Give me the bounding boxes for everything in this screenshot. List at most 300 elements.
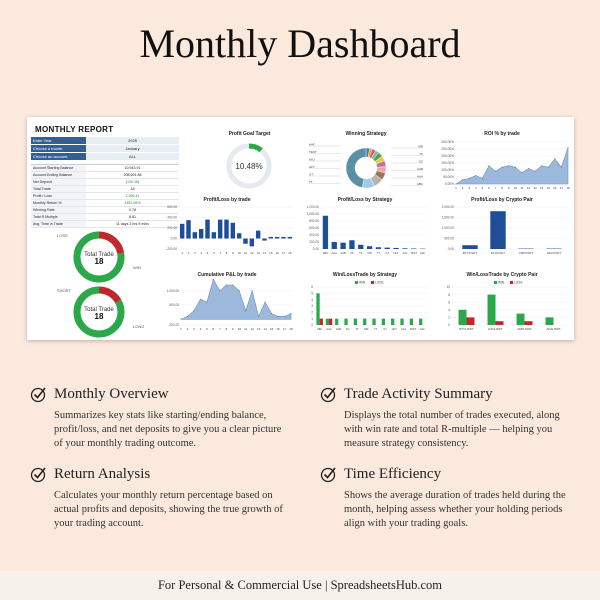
pie-slice — [346, 148, 366, 188]
stat-value: 11 days 3 hrs 9 mins — [116, 222, 149, 226]
data-point — [291, 313, 292, 314]
x-tick-label: ABC — [322, 252, 329, 255]
x-tick-label: 13 — [256, 327, 261, 331]
legend-swatch — [510, 281, 513, 284]
y-tick-label: -200.00 — [166, 247, 177, 252]
y-tick-label: 2 — [448, 315, 450, 320]
x-tick-label: 7 — [218, 327, 221, 331]
panel-title: Profit Goal Target — [228, 131, 271, 137]
data-point — [568, 147, 569, 148]
account-selector[interactable] — [31, 153, 179, 161]
x-tick-label: 7 — [494, 186, 497, 190]
x-tick-label: AAA — [331, 252, 337, 255]
x-tick-label: 5 — [206, 251, 209, 255]
bar — [262, 239, 266, 241]
footer: For Personal & Commercial Use | SpreadsheetsHub.com — [0, 571, 600, 600]
y-tick-label: 2,000.00 — [441, 205, 454, 210]
bar-loss — [467, 317, 475, 325]
feature-monthly-overview — [30, 385, 290, 451]
bar — [411, 248, 416, 249]
bar — [288, 237, 292, 239]
data-point — [488, 165, 489, 166]
bar-win — [459, 310, 467, 325]
report-title: MONTHLY REPORT — [35, 125, 114, 134]
x-tick-label: 3 — [193, 251, 196, 255]
x-tick-label: 15 — [546, 186, 550, 190]
x-tick-label: 14 — [263, 327, 267, 331]
slice-label: TF — [419, 151, 423, 156]
y-tick-label: 400.00 — [167, 215, 177, 220]
check-circle-icon — [30, 385, 48, 403]
x-tick-label: 17 — [282, 327, 287, 331]
x-tick-label: 13 — [533, 186, 537, 190]
x-tick-label: 1 — [181, 251, 184, 255]
x-tick-label: HFT — [393, 252, 399, 255]
bar — [349, 240, 354, 249]
bar — [269, 237, 273, 239]
x-tick-label: ABC — [316, 328, 323, 331]
x-tick-label: TT — [376, 252, 381, 255]
stat-label: Monthly Return % — [31, 200, 86, 206]
x-tick-label: 14 — [539, 186, 544, 190]
stat-value: 18 — [130, 187, 135, 191]
x-tick-label: 2 — [187, 251, 190, 255]
pl-trade-panel — [157, 197, 297, 261]
bar-win — [382, 319, 385, 325]
y-tick-label: 0.00 — [447, 247, 454, 252]
data-point — [515, 167, 516, 168]
x-tick-label: ETHUSDT — [488, 327, 503, 331]
data-point — [475, 175, 476, 176]
data-point — [258, 316, 259, 317]
month-label: Choose a month — [31, 145, 86, 152]
data-point — [245, 310, 246, 311]
wl-crypto-panel — [432, 272, 572, 338]
x-tick-label: TEST — [409, 328, 417, 331]
stat-label: Account Ending Balance — [31, 172, 86, 178]
account-label: Choose an account — [31, 153, 86, 160]
x-tick-label: 11 — [243, 251, 248, 255]
data-point — [200, 299, 201, 300]
bar-loss — [496, 321, 504, 325]
x-tick-label: 2 — [186, 327, 189, 331]
x-tick-label: 16 — [553, 186, 557, 190]
y-tick-label: 4 — [311, 297, 313, 302]
bar-win — [354, 319, 357, 325]
area-series — [456, 148, 568, 184]
data-point — [548, 167, 549, 168]
x-tick-label: 17 — [559, 186, 564, 190]
data-point — [219, 290, 220, 291]
bar — [376, 247, 381, 249]
y-tick-label: 600.00 — [167, 205, 177, 210]
check-circle-icon — [320, 465, 338, 483]
bar — [358, 245, 363, 249]
stat-value: 1452.99% — [124, 201, 141, 205]
stat-label: Winning Rate — [31, 207, 86, 213]
y-tick-label: 1,000.00 — [166, 288, 179, 293]
panel-title: Win/LossTrade by Strategy — [332, 272, 398, 278]
x-tick-label: 18 — [288, 251, 292, 255]
y-tick-label: 0.00 — [312, 247, 319, 252]
data-point — [239, 290, 240, 291]
month-selector[interactable] — [31, 145, 179, 153]
cum-pl-chart — [157, 279, 297, 337]
x-tick-label: XRPUSDT — [518, 251, 534, 255]
x-tick-label: MR — [367, 252, 372, 255]
bar — [256, 231, 260, 239]
account-value[interactable]: ALL — [86, 153, 179, 160]
legend-label: LOSS — [514, 280, 523, 285]
slice-label: AAB — [416, 166, 423, 171]
x-tick-label: AAF — [419, 328, 425, 331]
wl-strategy-chart — [299, 279, 431, 337]
data-point — [462, 179, 463, 180]
month-value[interactable]: January — [86, 145, 179, 152]
y-tick-label: 10 — [446, 285, 450, 290]
panel-title: ROI % by trade — [484, 131, 520, 137]
y-tick-label: 400.00 — [309, 233, 319, 238]
bar — [462, 245, 477, 249]
y-tick-label: 2 — [311, 310, 313, 315]
stat-row — [31, 186, 179, 193]
data-point — [187, 316, 188, 317]
bar-win — [344, 319, 347, 325]
bar-win — [391, 319, 394, 325]
legend-swatch — [494, 281, 497, 284]
stat-label: Profit / Loss — [31, 193, 86, 199]
y-tick-label: 1,500.00 — [441, 215, 454, 220]
x-tick-label: 8 — [225, 327, 228, 331]
data-point — [521, 172, 522, 173]
data-point — [284, 316, 285, 317]
x-tick-label: 5 — [481, 186, 484, 190]
data-point — [502, 167, 503, 168]
stat-label: Total Trade — [31, 186, 86, 192]
bar-loss — [320, 319, 323, 325]
y-tick-label: 500.00 — [169, 303, 179, 308]
x-tick-label: 6 — [212, 251, 215, 255]
x-tick-label: AAB — [335, 328, 341, 331]
bar — [186, 220, 190, 238]
data-point — [181, 319, 182, 320]
x-tick-label: GT — [385, 252, 390, 255]
bar — [385, 248, 390, 249]
bar-win — [400, 319, 403, 325]
x-tick-label: SC — [345, 328, 350, 331]
goal-gauge — [187, 138, 312, 192]
bar — [180, 224, 184, 239]
year-selector[interactable] — [31, 137, 179, 145]
x-tick-label: AAJ — [402, 252, 408, 255]
x-tick-label: BTCUSDT — [462, 251, 478, 255]
x-tick-label: 15 — [269, 327, 274, 331]
x-tick-label: AAF — [420, 252, 426, 255]
y-tick-label: 200.00% — [441, 154, 454, 159]
y-tick-label: 800.00 — [309, 219, 319, 224]
data-point — [271, 313, 272, 314]
y-tick-label: 6 — [448, 300, 450, 305]
data-point — [469, 178, 470, 179]
x-tick-label: 5 — [206, 327, 208, 331]
winning-strategy-chart — [301, 138, 431, 196]
bar — [393, 248, 398, 249]
x-tick-label: 2 — [461, 186, 464, 190]
stat-value: 0.78 — [129, 208, 136, 212]
x-tick-label: 18 — [566, 186, 570, 190]
x-tick-label: HFT — [391, 328, 397, 331]
stat-value: 8.81 — [129, 215, 136, 219]
data-point — [206, 302, 207, 303]
y-tick-label: 0 — [311, 323, 313, 328]
feature-description: Calculates your monthly return percentage based on actual profits and deposits, showing the true growth of your trading account. — [54, 490, 283, 529]
data-point — [265, 302, 266, 303]
bar — [224, 220, 228, 239]
stat-row — [31, 179, 179, 186]
pl-crypto-chart — [432, 204, 572, 260]
donut-center-value: 18 — [94, 312, 104, 321]
slice-label: SC — [418, 159, 423, 164]
pl-trade-chart — [157, 204, 297, 260]
x-tick-label: 8 — [225, 251, 228, 255]
bar-win — [326, 319, 329, 325]
x-tick-label: MR — [364, 328, 369, 331]
x-tick-label: 18 — [289, 327, 293, 331]
x-tick-label: 16 — [276, 327, 280, 331]
x-tick-label: 16 — [275, 251, 279, 255]
y-tick-label: 150.00% — [441, 161, 454, 166]
check-circle-icon — [320, 385, 338, 403]
bar — [340, 243, 345, 249]
y-tick-label: 5 — [311, 291, 313, 296]
bar-win — [410, 319, 413, 325]
feature-title: Trade Activity Summary — [344, 385, 493, 402]
y-tick-label: 100.00% — [441, 168, 454, 173]
bar — [205, 220, 209, 239]
legend-label: LOSS — [375, 280, 384, 285]
stat-label: Net Deposit — [31, 179, 86, 185]
panel-title: Cumulative P&L by trade — [197, 272, 257, 278]
y-tick-label: 1,000.00 — [441, 226, 454, 231]
wl-strategy-panel — [299, 272, 431, 338]
bar — [490, 211, 505, 249]
roi-chart — [432, 138, 572, 196]
x-tick-label: 17 — [281, 251, 286, 255]
data-point — [508, 165, 509, 166]
x-tick-label: 3 — [193, 327, 195, 331]
bar — [193, 232, 197, 238]
legend-swatch — [371, 281, 374, 284]
y-tick-label: 0.00 — [170, 236, 177, 241]
year-value[interactable]: 2025 — [86, 137, 179, 144]
donut-center-value: 18 — [94, 257, 104, 266]
x-tick-label: 4 — [200, 251, 203, 255]
x-tick-label: 15 — [269, 251, 273, 255]
data-point — [252, 290, 253, 291]
data-point — [482, 178, 483, 179]
y-tick-label: 500.00 — [444, 236, 454, 241]
bar — [199, 229, 203, 238]
bar — [231, 223, 235, 239]
x-tick-label: 3 — [468, 186, 471, 190]
slice-label: HFT — [309, 164, 315, 169]
x-tick-label: AAA — [326, 328, 332, 331]
y-tick-label: 600.00 — [309, 226, 319, 231]
bar — [323, 216, 328, 249]
stat-label: Account Starting Balance — [31, 165, 86, 171]
data-point — [535, 171, 536, 172]
x-tick-label: 4 — [199, 327, 202, 331]
check-circle-icon — [30, 465, 48, 483]
panel-title: Profit/Loss by Strategy — [337, 197, 393, 203]
slice-label: GT — [309, 172, 314, 177]
panel-title: Profit/Loss by trade — [203, 197, 251, 203]
wl-crypto-chart — [432, 279, 572, 337]
stat-row — [31, 165, 179, 172]
data-point — [495, 171, 496, 172]
y-tick-label: 3 — [311, 304, 313, 309]
bar-loss — [329, 319, 332, 325]
data-point — [541, 165, 542, 166]
data-point — [278, 316, 279, 317]
page-title: Monthly Dashboard — [139, 21, 461, 66]
y-tick-label: -200.00 — [168, 323, 179, 328]
pl-strategy-panel — [299, 197, 431, 261]
slice-label: TEST — [309, 149, 317, 154]
y-tick-label: 200.00 — [309, 240, 319, 245]
x-tick-label: 10 — [237, 327, 241, 331]
slice-label: AAF — [309, 142, 315, 147]
y-tick-label: 300.00% — [441, 140, 454, 145]
bar — [367, 246, 372, 249]
stat-label: Total R Multiple — [31, 214, 86, 220]
bar — [212, 232, 216, 238]
slice-label: TT — [309, 179, 313, 184]
x-tick-label: 6 — [212, 327, 215, 331]
x-tick-label: XRPUSDT — [517, 327, 532, 331]
stat-value: 10,943.91 — [124, 166, 141, 170]
x-tick-label: ADAUSDT — [546, 251, 562, 255]
x-tick-label: 9 — [231, 251, 234, 255]
x-tick-label: ADAUSDT — [546, 327, 561, 331]
dashboard-screenshot — [27, 117, 574, 340]
bar-win — [517, 314, 525, 325]
y-tick-label: 1,000.00 — [306, 212, 319, 217]
bar — [218, 220, 222, 239]
x-tick-label: TT — [374, 328, 378, 331]
x-tick-label: 13 — [256, 251, 260, 255]
y-tick-label: 200.00 — [167, 226, 177, 231]
pl-strategy-chart — [299, 204, 431, 260]
pl-crypto-panel — [432, 197, 572, 261]
x-tick-label: 9 — [507, 186, 510, 190]
year-label: Enter Year — [31, 137, 86, 144]
x-tick-label: AAB — [340, 252, 346, 255]
x-tick-label: SC — [350, 252, 354, 255]
donut-center-label: Total Trade — [84, 307, 114, 313]
x-tick-label: TEST — [410, 252, 418, 255]
slice-label: AAJ — [309, 157, 315, 162]
x-tick-label: 8 — [501, 186, 503, 190]
x-tick-label: 12 — [250, 251, 254, 255]
goal-value: 10.48% — [235, 162, 263, 171]
y-tick-label: 250.00% — [441, 147, 454, 152]
bar — [275, 237, 279, 239]
data-point — [226, 285, 227, 286]
x-tick-label: 12 — [250, 327, 254, 331]
area-series — [181, 279, 291, 319]
bar-win — [316, 293, 319, 325]
x-tick-label: 10 — [513, 186, 517, 190]
bar-loss — [525, 321, 533, 325]
bar — [243, 239, 247, 244]
bar — [332, 242, 337, 249]
bar-win — [335, 319, 338, 325]
stat-row — [31, 172, 179, 179]
bar-win — [372, 319, 375, 325]
x-tick-label: 6 — [488, 186, 490, 190]
y-tick-label: 0.00% — [444, 182, 454, 187]
feature-description: Displays the total number of trades executed, along with win rate and total R-multiple — helping you measure strategy consistency. — [344, 410, 560, 449]
feature-title: Return Analysis — [54, 465, 151, 482]
y-tick-label: 8 — [448, 292, 450, 297]
donut-left-label: SHORT — [57, 288, 71, 293]
x-tick-label: 14 — [262, 251, 267, 255]
profit-goal-panel — [187, 131, 312, 193]
panel-title: Profit/Loss by Crypto Pair — [471, 197, 533, 203]
slice-label: ABC — [416, 181, 423, 186]
donut-right-label: WIN — [133, 265, 141, 270]
bar-win — [363, 319, 366, 325]
feature-description: Summarizes key stats like starting/ending balance, profit/loss, and net deposits to give you a clear picture of your monthly trading outcome. — [54, 410, 282, 449]
x-tick-label: 10 — [237, 251, 241, 255]
x-tick-label: 7 — [219, 251, 222, 255]
x-tick-label: GT — [383, 328, 387, 331]
y-tick-label: 50.00% — [443, 175, 454, 180]
bar — [250, 239, 254, 247]
legend-label: WIN — [498, 280, 505, 285]
y-tick-label: 1,200.00 — [306, 205, 319, 210]
donut-center-label: Total Trade — [84, 252, 114, 258]
feature-description: Shows the average duration of trades held during the month, helping assess whether your holding periods align with your trading goals. — [344, 490, 566, 529]
data-point — [561, 167, 562, 168]
winning-strategy-panel — [301, 131, 431, 197]
data-point — [554, 158, 555, 159]
bar — [281, 237, 285, 239]
y-tick-label: 0 — [448, 323, 450, 328]
feature-title: Monthly Overview — [54, 385, 169, 402]
roi-panel — [432, 131, 572, 197]
cum-pl-panel — [157, 272, 297, 338]
x-tick-label: AAJ — [401, 328, 407, 331]
x-tick-label: 12 — [526, 186, 531, 190]
legend-label: WIN — [359, 280, 366, 285]
slice-label: AAA — [416, 174, 423, 179]
y-tick-label: 4 — [448, 308, 450, 312]
x-tick-label: TF — [355, 328, 359, 331]
y-tick-label: 1 — [311, 316, 313, 321]
x-tick-label: 1 — [455, 186, 457, 190]
x-tick-label: 4 — [474, 186, 477, 190]
feature-title: Time Efficiency — [344, 465, 442, 482]
bar-win — [546, 317, 554, 325]
stat-value: 208,691.86 — [123, 173, 142, 177]
feature-return-analysis — [30, 465, 290, 531]
x-tick-label: ETHUSDT — [490, 251, 506, 255]
x-tick-label: 1 — [180, 327, 182, 331]
data-point — [193, 310, 194, 311]
bar-win — [488, 295, 496, 325]
